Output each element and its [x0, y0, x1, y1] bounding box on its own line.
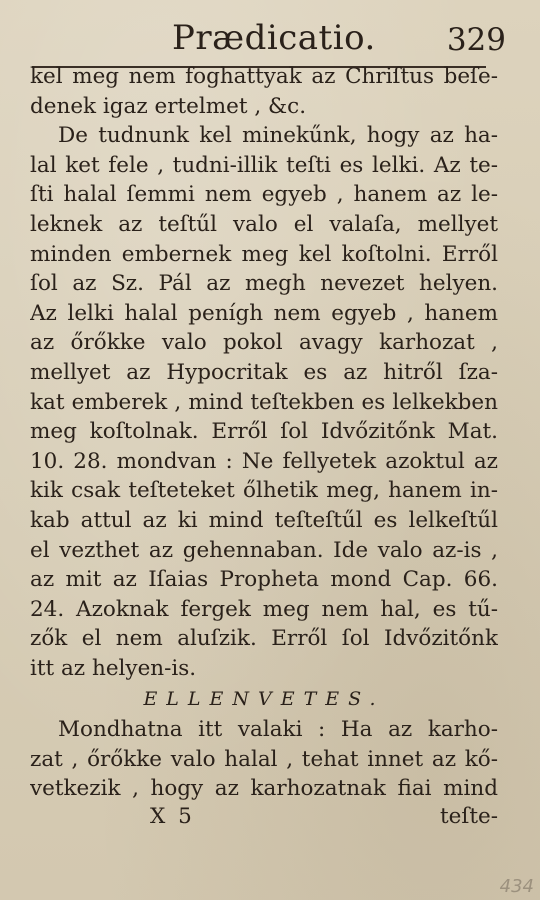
- signature-mark: X 5: [150, 804, 195, 829]
- text-line: ſol az Sz. Pál az megh nevezet helyen.: [30, 271, 498, 297]
- text-line: leknek az teſtűl valo el valaſa, mellyet: [30, 211, 498, 237]
- page-number: 329: [446, 22, 506, 58]
- text-line: Az lelki halal penígh nem egyeb , hanem: [30, 300, 498, 326]
- text-line: ſti halal ſemmi nem egyeb , hanem az le-: [30, 182, 498, 208]
- body-text: [30, 62, 498, 804]
- text-line: 24. Azoknak fergek meg nem hal, es tű-: [30, 596, 498, 622]
- text-line: az őrőkke valo pokol avagy karhozat ,: [30, 330, 498, 356]
- text-line: zat , őrőkke valo halal , tehat innet az kő-: [30, 746, 498, 772]
- text-line: zők el nem aluſzik. Erről ſol Idvőzitőnk: [30, 626, 498, 652]
- paragraph-block-2: [30, 715, 498, 804]
- text-line: De tudnunk kel minekűnk, hogy az ha-: [58, 123, 498, 149]
- page-footer: [30, 804, 498, 834]
- text-line: kab attul az ki mind teſteſtűl es lelkeſtűl: [30, 507, 498, 533]
- pencil-margin-number: 434: [499, 876, 534, 897]
- running-head: Prædicatio.: [172, 18, 376, 58]
- text-line: az mit az Iſaias Propheta mond Cap. 66.: [30, 567, 498, 593]
- text-line: kik csak teſteteket őlhetik meg, hanem in-: [30, 478, 498, 504]
- text-line: denek igaz ertelmet , &c.: [30, 93, 307, 119]
- text-line: vetkezik , hogy az karhozatnak fiai mind: [30, 776, 498, 802]
- text-line: kel meg nem foghattyak az Chriſtus beſe-: [30, 64, 498, 89]
- text-line: lal ket fele , tudni-illik teſti es lelki. Az te-: [30, 152, 498, 178]
- section-heading: ELLENVETES.: [143, 688, 385, 711]
- catchword: teſte-: [440, 804, 498, 829]
- text-line: kat emberek , mind teſtekben es lelkekben: [30, 389, 498, 415]
- text-line: el vezthet az gehennaban. Ide valo az-is ,: [30, 537, 498, 563]
- text-line: 10. 28. mondvan : Ne fellyetek azoktul az: [30, 448, 498, 474]
- text-line: mellyet az Hypocritak es az hitről ſza-: [30, 359, 498, 385]
- paragraph-block-1: [30, 62, 498, 683]
- text-line: itt az helyen-is.: [30, 655, 197, 681]
- text-line: minden embernek meg kel koſtolni. Erről: [30, 241, 498, 267]
- text-line: Mondhatna itt valaki : Ha az karho-: [58, 717, 498, 743]
- page-header: [32, 14, 506, 64]
- text-line: meg koſtolnak. Erről ſol Idvőzitőnk Mat.: [30, 419, 498, 445]
